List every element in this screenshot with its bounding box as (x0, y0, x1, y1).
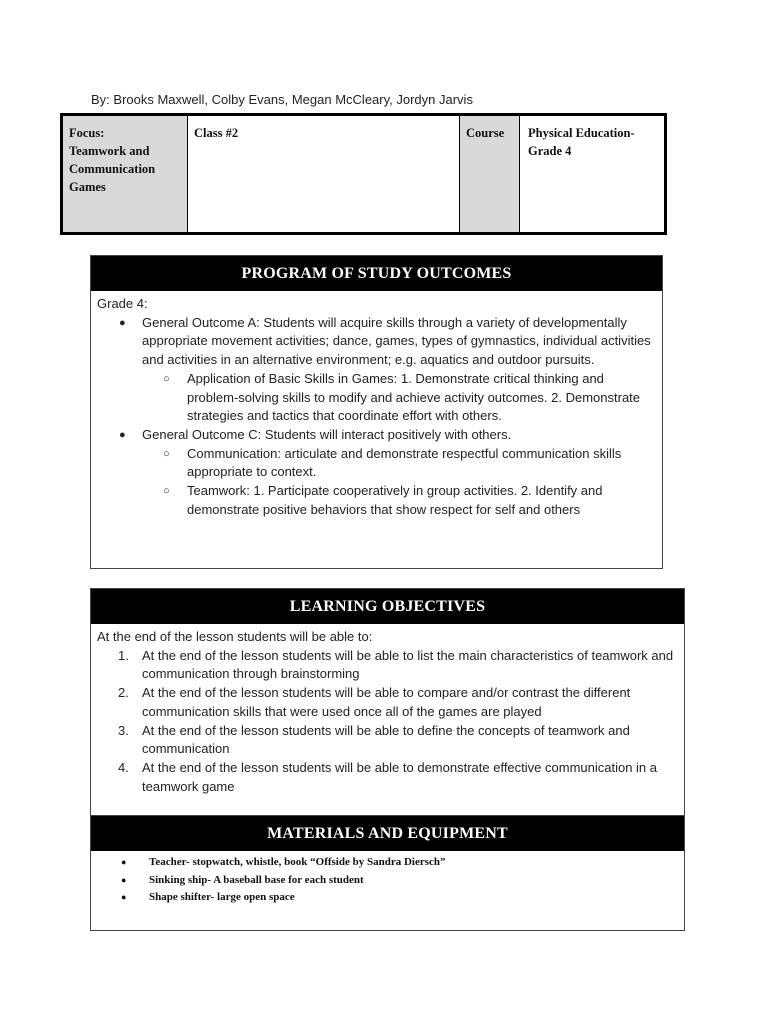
bullet-icon: ● (119, 428, 126, 441)
objective-text: At the end of the lesson students will be able to compare and/or contrast the different communication skills that were used once all of the games are played (142, 685, 631, 719)
bullet-icon: ● (121, 892, 127, 902)
circle-bullet-icon: ○ (163, 447, 170, 460)
course-value-line: Grade 4 (528, 144, 572, 158)
outcome-c-sub2-text: Teamwork: 1. Participate cooperatively in group activities. 2. Identify and demonstrate positive behaviors that show respect for self and others (187, 483, 603, 517)
class-number: Class #2 (194, 126, 239, 140)
class-cell (188, 116, 460, 232)
material-item (97, 854, 678, 872)
bullet-icon: ● (121, 857, 127, 867)
lesson-header-table (60, 113, 667, 235)
objective-item (97, 647, 678, 684)
course-value-line: Physical Education- (528, 126, 635, 140)
learning-objectives-body (91, 624, 684, 794)
learning-objectives-section (90, 588, 685, 931)
focus-line: Games (69, 180, 106, 194)
objective-item (97, 759, 678, 796)
materials-title: MATERIALS AND EQUIPMENT (91, 815, 684, 851)
outcome-c-text: General Outcome C: Students will interact positively with others. (142, 426, 512, 442)
outcome-a-text: General Outcome A: Students will acquire skills through a variety of developmentally appropriate movement activities; dance, games, types of gymnastics, individual activities and activities in an alternative environment; e.g. aquatics and outdoor pursuits. (142, 314, 651, 368)
objective-number: 2. (118, 685, 129, 701)
learning-objectives-title: LEARNING OBJECTIVES (91, 589, 684, 624)
material-item (97, 889, 678, 907)
outcome-a-sub-text: Application of Basic Skills in Games: 1. Demonstrate critical thinking and problem-solving skills to modify and achieve activity outcomes. 2. Demonstrate strategies and tactics that coordinate effort with others. (187, 370, 641, 424)
outcome-a-subitem (97, 370, 656, 426)
focus-label: Focus: (69, 126, 105, 140)
bullet-icon: ● (119, 316, 126, 329)
grade-label: Grade 4: (97, 296, 148, 311)
objective-number: 1. (118, 647, 129, 663)
course-label-cell (460, 116, 520, 232)
objectives-intro: At the end of the lesson students will be able to: (97, 629, 373, 644)
objective-text: At the end of the lesson students will be able to demonstrate effective communication in a teamwork game (142, 759, 658, 794)
program-of-study-body (91, 291, 662, 519)
objective-number: 3. (118, 722, 129, 738)
objective-text: At the end of the lesson students will be able to define the concepts of teamwork and communication (142, 722, 630, 757)
program-of-study-section (90, 255, 663, 569)
program-of-study-title: PROGRAM OF STUDY OUTCOMES (91, 256, 662, 291)
focus-cell (63, 116, 188, 232)
material-text: Shape shifter- large open space (149, 891, 295, 903)
objective-item (97, 722, 678, 759)
material-text: Teacher- stopwatch, whistle, book “Offside by Sandra Diersch” (149, 856, 446, 868)
objective-item (97, 684, 678, 721)
focus-line: Teamwork and (69, 144, 150, 158)
objective-number: 4. (118, 759, 129, 775)
circle-bullet-icon: ○ (163, 372, 170, 385)
circle-bullet-icon: ○ (163, 485, 170, 498)
outcome-c-subitem (97, 445, 656, 482)
outcome-a-item (97, 314, 656, 370)
outcome-c-sub1-text: Communication: articulate and demonstrate respectful communication skills appropriate to context. (187, 445, 622, 480)
authors-line: By: Brooks Maxwell, Colby Evans, Megan McCleary, Jordyn Jarvis (91, 92, 473, 107)
objective-text: At the end of the lesson students will be able to list the main characteristics of teamwork and communication through brainstorming (142, 647, 674, 682)
material-item (97, 872, 678, 890)
outcome-c-item (97, 426, 656, 445)
materials-body (91, 851, 684, 907)
focus-line: Communication (69, 162, 156, 176)
course-value-cell (520, 116, 664, 232)
course-label: Course (466, 126, 505, 140)
material-text: Sinking ship- A baseball base for each student (149, 873, 364, 886)
outcome-c-subitem (97, 482, 656, 519)
bullet-icon: ● (121, 874, 127, 885)
